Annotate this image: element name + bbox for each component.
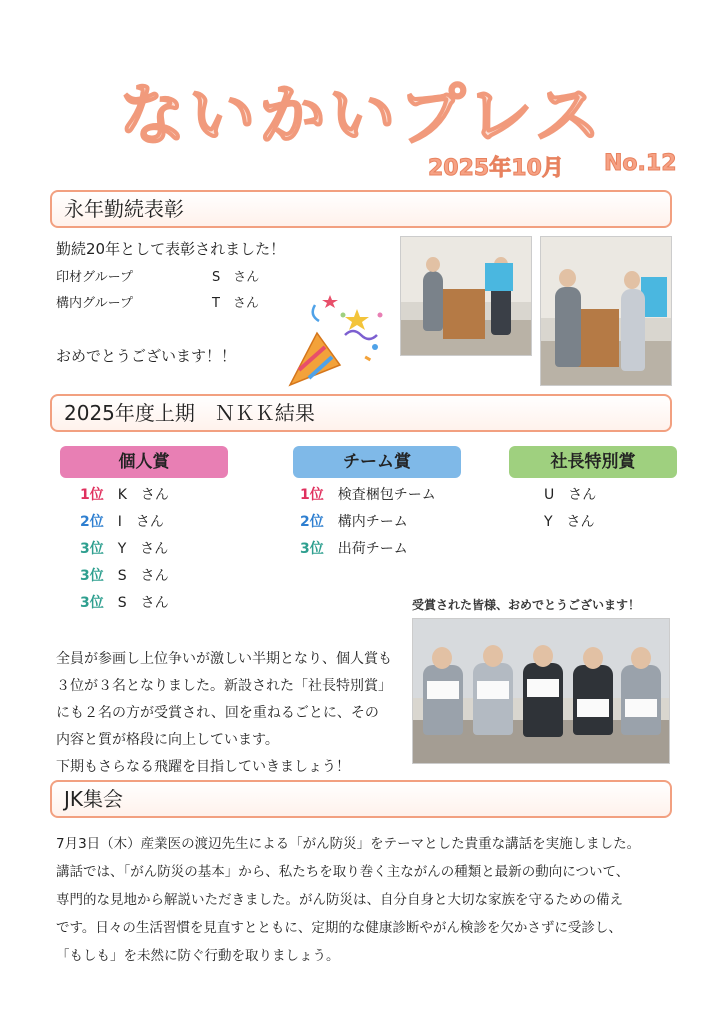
award-heading-individual: 個人賞: [60, 446, 228, 478]
rank-label: 3位: [80, 568, 104, 584]
jk-body-line: です。日々の生活習慣を見直すとともに、定期的な健康診断やがん検診を欠かさずに受診し、: [56, 920, 622, 936]
award-entry: [80, 565, 169, 585]
rank-label: 1位: [300, 487, 324, 503]
jk-body-line: 専門的な見地から解説いただきました。がん防災は、自分自身と大切な家族を守るための備え: [56, 892, 623, 908]
winners-group-photo: [412, 618, 670, 764]
nkk-body-line: ３位が３名となりました。新設された「社長特別賞」: [56, 678, 392, 694]
issue-date: 2025年10月: [428, 156, 564, 181]
award-entry: [80, 484, 169, 504]
rank-label: 3位: [300, 541, 324, 557]
winner-name: S さん: [117, 595, 169, 611]
winner-name: 構内チーム: [337, 514, 408, 530]
nkk-body-line: 全員が参画し上位争いが激しい半期となり、個人賞も: [56, 651, 392, 667]
award-ceremony-photo: [540, 236, 672, 386]
winner-name: 出荷チーム: [337, 541, 408, 557]
winner-name: S さん: [117, 568, 169, 584]
jk-body-line: 7月3日（木）産業医の渡辺先生による「がん防災」をテーマとした貴重な講話を実施しました。: [56, 836, 641, 852]
long-service-group: 構内グループ: [56, 296, 133, 311]
long-service-congrats: おめでとうございます！！: [56, 347, 237, 365]
award-entry: [300, 511, 408, 531]
award-heading-president: 社長特別賞: [509, 446, 677, 478]
photo-caption: 受賞された皆様、おめでとうございます！: [412, 598, 641, 612]
award-entry: [544, 511, 595, 531]
winner-name: I さん: [117, 514, 164, 530]
award-entry: [544, 484, 596, 504]
party-popper-icon: [285, 285, 395, 390]
nkk-body-line: 内容と質が格段に向上しています。: [56, 732, 279, 748]
winner-name: Y さん: [117, 541, 169, 557]
winner-name: 検査梱包チーム: [337, 487, 436, 503]
newsletter-title: ないかいプレス: [119, 77, 605, 154]
winner-name: Y さん: [544, 514, 595, 530]
winner-name: K さん: [117, 487, 169, 503]
rank-label: 2位: [300, 514, 324, 530]
nkk-body-line: 下期もさらなる飛躍を目指していきましょう！: [56, 759, 350, 775]
award-ceremony-photo: [400, 236, 532, 356]
section-heading-jk-meeting: JK集会: [50, 780, 672, 818]
issue-number: No.12: [604, 151, 677, 176]
long-service-name: T さん: [212, 296, 259, 311]
long-service-name: S さん: [212, 270, 260, 285]
jk-body-line: 「もしも」を未然に防ぐ行動を取りましょう。: [56, 948, 340, 964]
section-heading-long-service: 永年勤続表彰: [50, 190, 672, 228]
award-entry: [300, 538, 408, 558]
rank-label: 2位: [80, 514, 104, 530]
award-entry: [80, 511, 164, 531]
award-entry: [80, 538, 168, 558]
nkk-body-line: にも２名の方が受賞され、回を重ねるごとに、その: [56, 705, 379, 721]
section-heading-nkk-results: 2025年度上期 ＮＫＫ結果: [50, 394, 672, 432]
winner-name: U さん: [544, 487, 597, 503]
long-service-group: 印材グループ: [56, 270, 133, 285]
rank-label: 3位: [80, 541, 104, 557]
rank-label: 1位: [80, 487, 104, 503]
award-entry: [80, 592, 169, 612]
rank-label: 3位: [80, 595, 104, 611]
long-service-lead: 勤続20年として表彰されました！: [56, 240, 286, 258]
jk-body-line: 講話では、「がん防災の基本」から、私たちを取り巻く主ながんの種類と最新の動向について、: [56, 864, 630, 880]
award-entry: [300, 484, 436, 504]
award-heading-team: チーム賞: [293, 446, 461, 478]
